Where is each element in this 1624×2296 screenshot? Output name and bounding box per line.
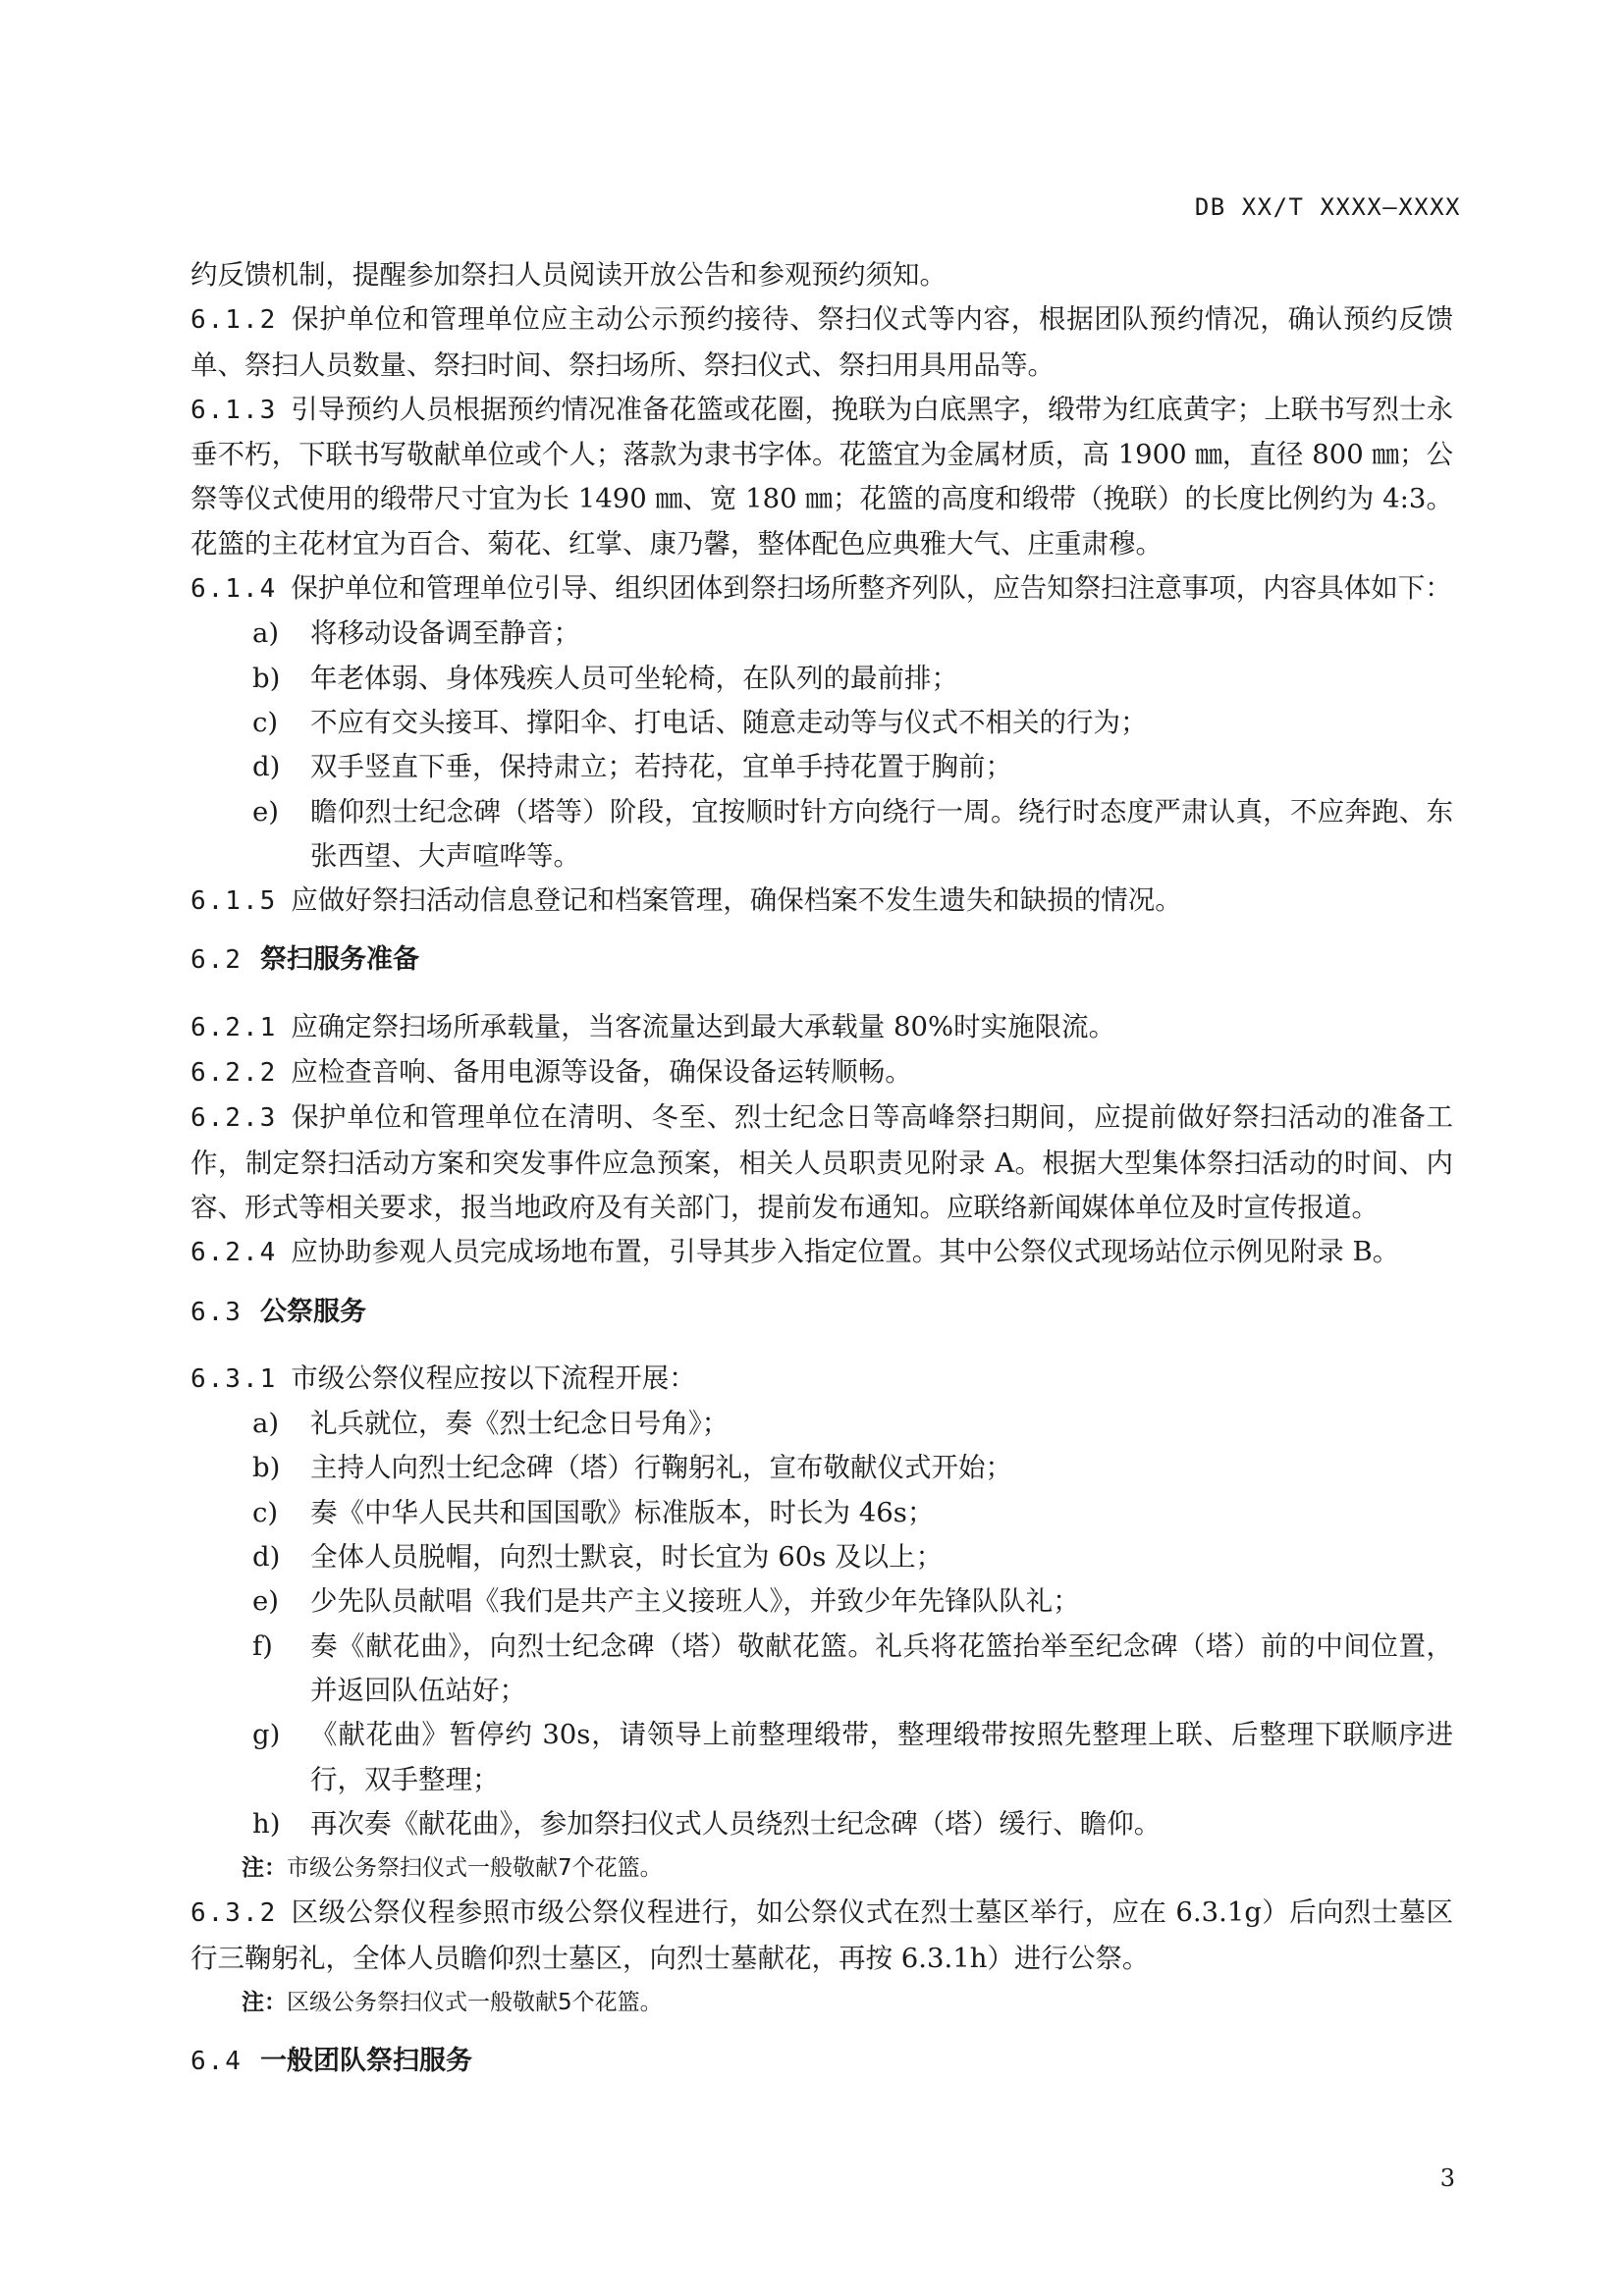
list-item-text: 再次奏《献花曲》，参加祭扫仪式人员绕烈士纪念碑（塔）缓行、瞻仰。 [310,1807,1162,1840]
clause-text: 引导预约人员根据预约情况准备花篮或花圈，挽联为白底黑字，缎带为红底黄字；上联书写烈士永垂不朽，下联书写敬献单位或个人；落款为隶书字体。花篮宜为金属材质，高 1900 ㎜，直径 800 ㎜；公祭等仪式使用的缎带尺寸宜为长 1490 ㎜、宽 180 ㎜；花篮的高度和缎带（挽联）的长度比例约为 4:3。花篮的主花材宜为百合、菊花、红掌、康乃馨，整体配色应典雅大气、庄重肃穆。 [190,393,1453,560]
clause-number: 6.2.3 [190,1103,278,1134]
clause-text: 区级公祭仪程参照市级公祭仪程进行，如公祭仪式在烈士墓区举行，应在 6.3.1g）后向烈士墓区行三鞠躬礼，全体人员瞻仰烈士墓区，向烈士墓献花，再按 6.3.1h）进行公祭。 [190,1896,1453,1974]
list-item-text: 奏《献花曲》，向烈士纪念碑（塔）敬献花篮。礼兵将花篮抬举至纪念碑（塔）前的中间位置，并返回队伍站好； [310,1629,1453,1706]
clause-number: 6.2.4 [190,1238,278,1268]
note-text: 市级公务祭扫仪式一般敬献7个花篮。 [287,1855,663,1882]
list-item [190,1713,1453,1802]
list-item-text: 全体人员脱帽，向烈士默哀，时长宜为 60s 及以上； [310,1541,944,1574]
clause [190,879,1453,924]
list-item [190,1402,1453,1446]
list-item-label: b) [252,1452,281,1484]
page-number: 3 [1439,2164,1455,2192]
clause-text: 保护单位和管理单位应主动公示预约接待、祭扫仪式等内容，根据团队预约情况，确认预约反馈单、祭扫人员数量、祭扫时间、祭扫场所、祭扫仪式、祭扫用具用品等。 [190,303,1453,381]
clause-text: 保护单位和管理单位引导、组织团体到祭扫场所整齐列队，应告知祭扫注意事项，内容具体如下： [291,572,1452,605]
list-item-text: 年老体弱、身体残疾人员可坐轮椅，在队列的最前排； [310,662,958,694]
list-item [190,790,1453,880]
list-item-text: 《献花曲》暂停约 30s，请领导上前整理缎带，整理缎带按照先整理上联、后整理下联顺序进行，双手整理； [310,1719,1453,1795]
clause-text: 保护单位和管理单位在清明、冬至、烈士纪念日等高峰祭扫期间，应提前做好祭扫活动的准备工作，制定祭扫活动方案和突发事件应急预案，相关人员职责见附录 A。根据大型集体祭扫活动的时间、内容、形式等相关要求，报当地政府及有关部门，提前发布通知。应联络新闻媒体单位及时宣传报道。 [190,1101,1453,1223]
clause [190,1005,1453,1050]
list-item-label: f) [252,1629,273,1662]
note [190,1846,1453,1891]
clause [190,1095,1453,1230]
clause-text: 市级公祭仪程应按以下流程开展： [291,1362,696,1394]
list-item-label: c) [252,1496,279,1528]
clause [190,1230,1453,1275]
list-item-text: 主持人向烈士纪念碑（塔）行鞠躬礼，宣布敬献仪式开始； [310,1452,1012,1484]
document-body [190,253,1453,2107]
list-item-label: d) [252,1541,281,1574]
list-item [190,1625,1453,1714]
note-label: 注： [242,1989,287,2015]
note-label: 注： [242,1855,287,1882]
clause [190,566,1453,612]
list-item [190,745,1453,789]
section-heading [190,1290,1453,1335]
note-text: 区级公务祭扫仪式一般敬献5个花篮。 [287,1989,663,2015]
list-item-label: g) [252,1719,281,1751]
list-item [190,1535,1453,1579]
clause-text: 应做好祭扫活动信息登记和档案管理，确保档案不发生遗失和缺损的情况。 [291,884,1182,917]
list-item-label: e) [252,1585,280,1618]
list-item-text: 瞻仰烈士纪念碑（塔等）阶段，宜按顺时针方向绕行一周。绕行时态度严肃认真，不应奔跑、东张西望、大声喧哗等。 [310,795,1453,872]
section-title: 公祭服务 [259,1296,366,1327]
section-number: 6.3 [190,1297,243,1327]
list-item-label: a) [252,1408,280,1440]
list-item-text: 不应有交头接耳、撑阳伞、打电话、随意走动等与仪式不相关的行为； [310,706,1148,738]
list-item-text: 将移动设备调至静音； [310,617,580,650]
clause-number: 6.1.5 [190,886,278,917]
section-title: 一般团队祭扫服务 [259,2046,472,2077]
paragraph: 约反馈机制，提醒参加祭扫人员阅读开放公告和参观预约须知。 [190,259,947,291]
list-item-text: 礼兵就位，奏《烈士纪念日号角》； [310,1408,730,1440]
list-item-text: 少先队员献唱《我们是共产主义接班人》，并致少年先锋队队礼； [310,1585,1080,1618]
document-code-header: DB XX/T XXXX—XXXX [1194,193,1461,221]
clause-number: 6.3.2 [190,1898,278,1929]
clause-text: 应协助参观人员完成场地布置，引导其步入指定位置。其中公祭仪式现场站位示例见附录 B。 [291,1236,1400,1268]
clause [190,1050,1453,1095]
clause [190,388,1453,566]
list-item-text: 双手竖直下垂，保持肃立；若持花，宜单手持花置于胸前； [310,751,1012,783]
list-item [190,1446,1453,1490]
list-item-label: h) [252,1807,281,1840]
clause [190,297,1453,388]
clause-text: 应检查音响、备用电源等设备，确保设备运转顺畅。 [291,1056,912,1089]
note [190,1981,1453,2025]
list-item-label: c) [252,706,279,738]
list-item-label: d) [252,751,281,783]
list-item [190,1579,1453,1624]
clause-number: 6.1.2 [190,305,278,336]
list-item-label: a) [252,617,280,650]
clause-number: 6.2.2 [190,1058,278,1089]
clause [190,1891,1453,1981]
section-number: 6.4 [190,2047,243,2077]
list-item-text: 奏《中华人民共和国国歌》标准版本，时长为 46s； [310,1496,935,1528]
clause-text: 应确定祭扫场所承载量，当客流量达到最大承载量 80%时实施限流。 [291,1010,1116,1042]
list-item [190,1491,1453,1535]
clause-number: 6.1.3 [190,395,278,425]
section-number: 6.2 [190,945,243,976]
clause-number: 6.1.4 [190,574,278,605]
list-item [190,612,1453,656]
section-heading [190,2039,1453,2084]
list-item-label: e) [252,795,280,828]
clause-number: 6.3.1 [190,1363,278,1394]
clause-number: 6.2.1 [190,1012,278,1042]
clause [190,1357,1453,1402]
section-heading [190,937,1453,983]
list-item [190,657,1453,701]
list-item [190,701,1453,745]
list-item [190,1802,1453,1846]
list-item-label: b) [252,662,281,694]
section-title: 祭扫服务准备 [259,944,419,976]
